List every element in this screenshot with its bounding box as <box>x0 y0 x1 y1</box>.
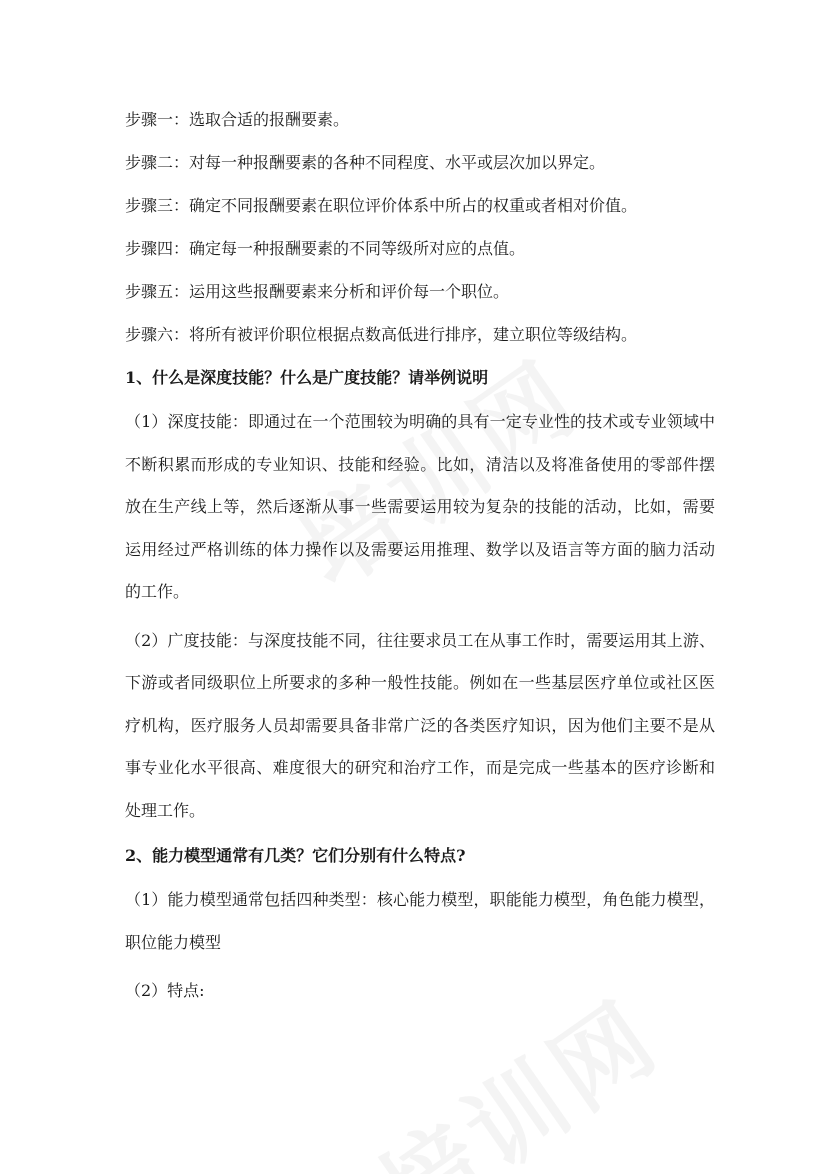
question-1-answer-breadth: （2）广度技能：与深度技能不同，往往要求员工在从事工作时，需要运用其上游、下游或者同级职位上所要求的多种一般性技能。例如在一些基层医疗单位或社区医疗机构，医疗服务人员却需要具备非常广泛的各类医疗知识，因为他们主要不是从事专业化水平很高、难度很大的研究和治疗工作，而是完成一些基本的医疗诊断和处理工作。 <box>125 630 715 820</box>
document-body <box>125 109 715 1026</box>
step-3: 步骤三：确定不同报酬要素在职位评价体系中所占的权重或者相对价值。 <box>125 196 638 215</box>
question-2-answer-types: （1）能力模型通常包括四种类型：核心能力模型，职能能力模型，角色能力模型，职位能力模型 <box>125 890 715 952</box>
step-4: 步骤四：确定每一种报酬要素的不同等级所对应的点值。 <box>125 239 526 258</box>
step-5: 步骤五：运用这些报酬要素来分析和评价每一个职位。 <box>125 282 510 301</box>
step-1: 步骤一：选取合适的报酬要素。 <box>125 110 350 129</box>
question-1-title: 1、什么是深度技能？什么是广度技能？请举例说明 <box>125 368 489 387</box>
step-2: 步骤二：对每一种报酬要素的各种不同程度、水平或层次加以界定。 <box>125 153 606 172</box>
question-2-answer-features: （2）特点: <box>125 981 205 1000</box>
question-2-title: 2、能力模型通常有几类？它们分别有什么特点? <box>125 846 466 865</box>
question-1-answer-depth: （1）深度技能：即通过在一个范围较为明确的具有一定专业性的技术或专业领域中不断积累而形成的专业知识、技能和经验。比如，清洁以及将准备使用的零部件摆放在生产线上等，然后逐渐从事一些需要运用较为复杂的技能的活动，比如，需要运用经过严格训练的体力操作以及需要运用推理、数学以及语言等方面的脑力活动的工作。 <box>125 412 715 601</box>
step-6: 步骤六：将所有被评价职位根据点数高低进行排序，建立职位等级结构。 <box>125 325 638 344</box>
